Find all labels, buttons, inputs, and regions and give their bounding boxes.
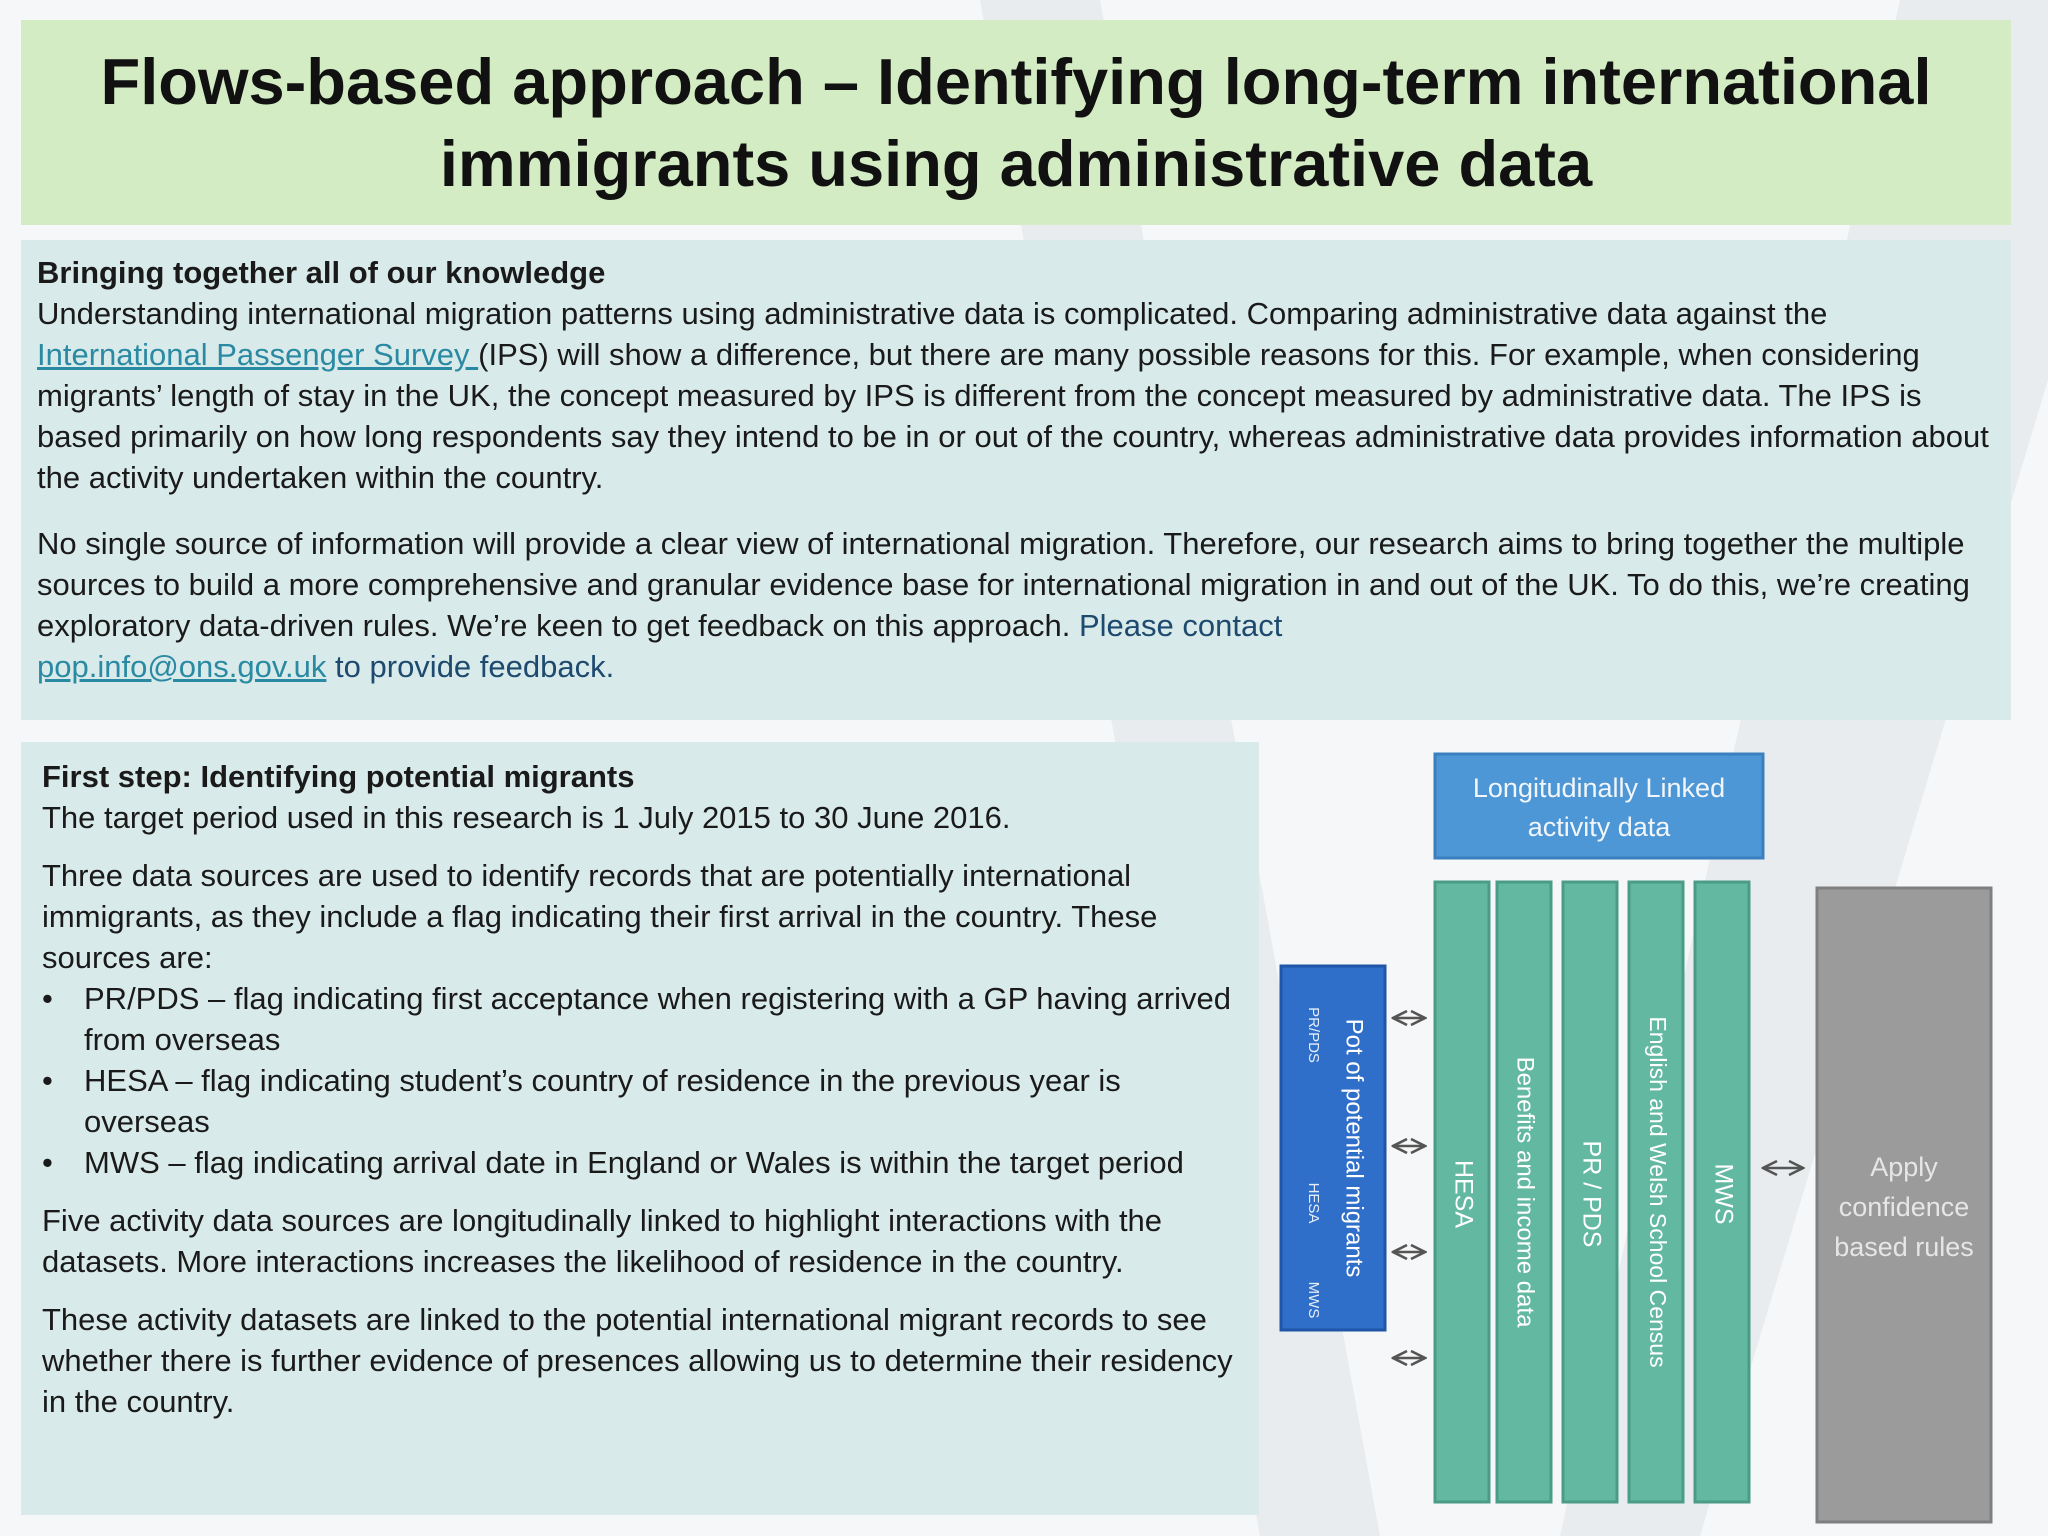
rules-label: confidence	[1838, 1192, 1970, 1222]
page-title: Flows-based approach – Identifying long-term international immigrants using administrative data	[100, 44, 1932, 200]
intro-heading: Bringing together all of our knowledge	[37, 255, 606, 290]
pot-source-label: MWS	[1305, 1281, 1323, 1319]
column-label: PR / PDS	[1577, 1140, 1606, 1248]
rules-label: based rules	[1834, 1232, 1974, 1262]
feedback-text: to provide feedback.	[326, 649, 615, 684]
list-item: • MWS – flag indicating arrival date in England or Wales is within the target period	[42, 1142, 1239, 1183]
first-step-panel	[21, 742, 1259, 1515]
linked-activity-label: Longitudinally Linked	[1472, 773, 1726, 803]
email-link[interactable]: pop.info@ons.gov.uk	[37, 649, 327, 684]
list-item: • HESA – flag indicating student’s country of residence in the previous year is overseas	[42, 1060, 1239, 1142]
intro-paragraph-2: No single source of information will provide a clear view of international migration. Therefore, our research aims to bring together the multiple sources to build a more comprehensive and granular evidence base for international migration in and out of the UK. To do this, we’re creating exploratory data-driven rules. We’re keen to get feedback on this approach.	[37, 526, 1970, 643]
contact-text: Please contact	[1078, 608, 1283, 643]
intro-panel	[21, 240, 2011, 720]
list-item: • PR/PDS – flag indicating first acceptance when registering with a GP having arrived from overseas	[42, 978, 1239, 1060]
column-label: MWS	[1709, 1163, 1738, 1225]
pot-source-label: HESA	[1305, 1182, 1323, 1224]
ips-link[interactable]: International Passenger Survey	[37, 337, 479, 372]
intro-paragraph-1-end: (IPS) will show a difference, but there are many possible reasons for this. For example, when considering migrants’ length of stay in the UK, the concept measured by IPS is different from the concept measured by administrative data. The IPS is based primarily on how long respondents say they intend to be in or out of the country, whereas administrative data provides information about the activity undertaken within the country.	[37, 337, 1989, 495]
linked-activity-box	[1435, 754, 1763, 858]
title-banner	[21, 20, 2011, 225]
first-step-heading: First step: Identifying potential migrants	[42, 759, 635, 794]
column-label: HESA	[1449, 1159, 1478, 1229]
target-period-text: The target period used in this research is 1 July 2015 to 30 June 2016.	[42, 800, 1011, 835]
linking-text: These activity datasets are linked to the potential international migrant records to see whether there is further evidence of presences allowing us to determine their residency in the country.	[42, 1302, 1233, 1419]
rules-label: Apply	[1870, 1152, 1938, 1182]
intro-paragraph-1-start: Understanding international migration patterns using administrative data is complicated. Comparing administrative data against the	[37, 296, 1828, 331]
activity-text: Five activity data sources are longitudinally linked to highlight interactions with the datasets. More interactions increases the likelihood of residence in the country.	[42, 1203, 1163, 1279]
potential-migrants-box	[1281, 966, 1385, 1330]
process-diagram	[1275, 740, 2035, 1530]
sources-list	[42, 978, 1239, 1183]
potential-migrants-label: Pot of potential migrants	[1340, 1018, 1368, 1278]
column-label: English and Welsh School Census	[1644, 1016, 1671, 1368]
linked-activity-label: activity data	[1527, 812, 1671, 842]
column-label: Benefits and income data	[1511, 1056, 1539, 1328]
sources-intro-text: Three data sources are used to identify records that are potentially international immigrants, as they include a flag indicating their first arrival in the country. These sources are:	[42, 858, 1158, 975]
pot-source-label: PR/PDS	[1305, 1007, 1323, 1063]
